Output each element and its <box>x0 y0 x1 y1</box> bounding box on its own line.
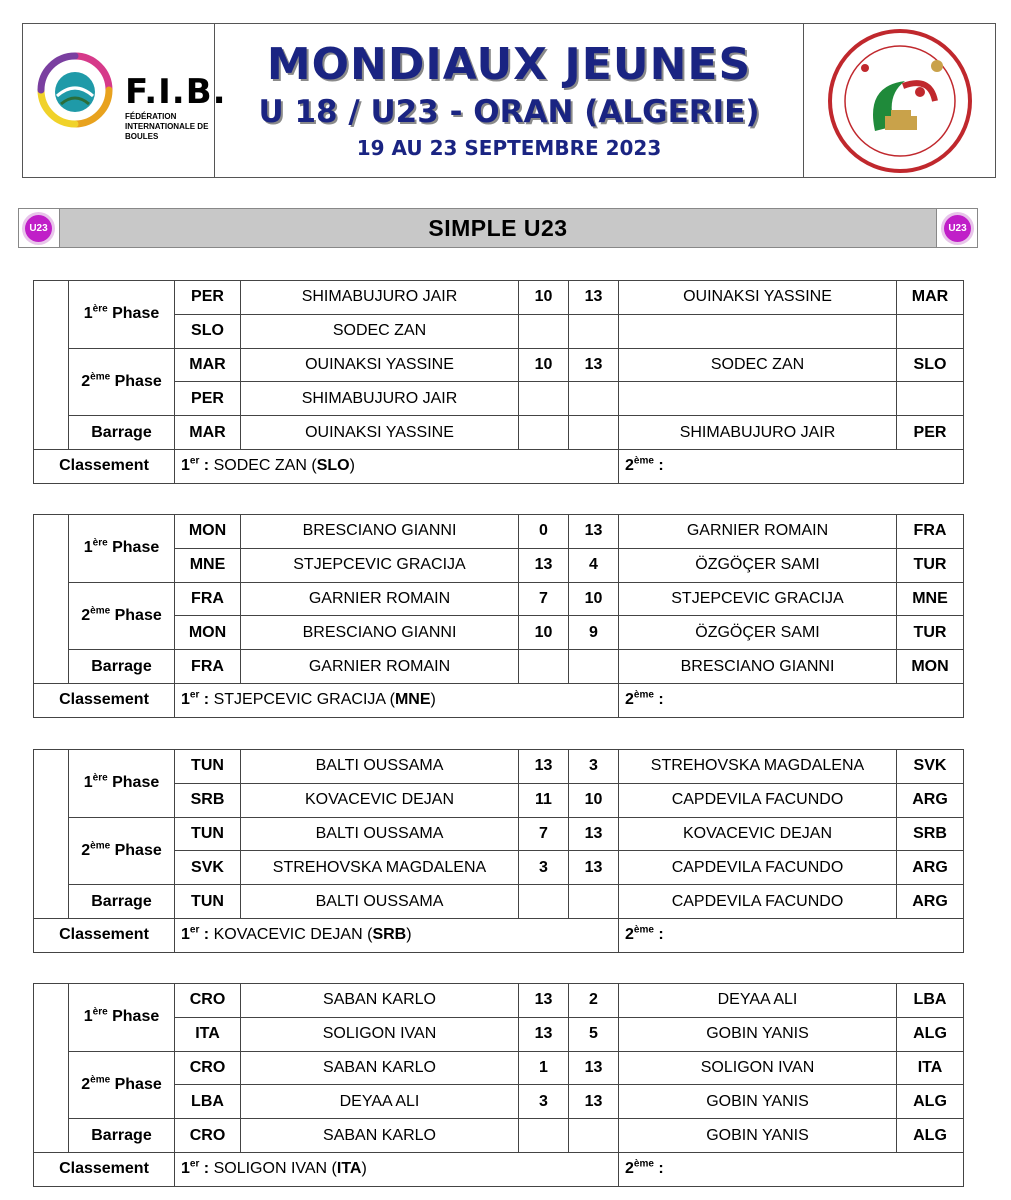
score-right: 13 <box>569 348 619 382</box>
country-code-right: ALG <box>897 1017 964 1051</box>
main-title: MONDIAUX JEUNES <box>266 38 752 90</box>
first-ordinal: er <box>189 456 200 468</box>
match-row <box>34 416 964 450</box>
barrage-label <box>69 885 175 919</box>
score-right: 13 <box>569 515 619 549</box>
phase-number: 1 <box>83 774 93 792</box>
first-place-close: ) <box>361 1160 367 1178</box>
country-code-right: PER <box>897 416 964 450</box>
first-colon: : <box>199 926 210 944</box>
player-left: SABAN KARLO <box>241 1051 519 1085</box>
phase-number: 1 <box>83 539 93 557</box>
country-code-right: FRA <box>897 515 964 549</box>
country-code-left: FRA <box>175 650 241 684</box>
first-number: 1 <box>181 1160 190 1178</box>
player-right: GOBIN YANIS <box>619 1119 897 1153</box>
country-code-left: LBA <box>175 1085 241 1119</box>
country-code-left: CRO <box>175 1051 241 1085</box>
second-ordinal: ème <box>633 925 654 937</box>
u23-badge-icon: U23 <box>944 215 971 242</box>
player-right: ÖZGÖÇER SAMI <box>619 548 897 582</box>
second-colon: : <box>653 1160 664 1178</box>
score-left: 13 <box>519 1017 569 1051</box>
country-code-right: SVK <box>897 750 964 784</box>
first-place-country: MNE <box>394 691 431 709</box>
first-place-country: ITA <box>336 1160 362 1178</box>
first-number: 1 <box>181 926 190 944</box>
player-right: ÖZGÖÇER SAMI <box>619 616 897 650</box>
second-colon: : <box>653 691 664 709</box>
first-place-close: ) <box>349 457 355 475</box>
score-left: 3 <box>519 1085 569 1119</box>
score-left: 13 <box>519 548 569 582</box>
phase-number: 1 <box>83 1008 93 1026</box>
phase-number: 2 <box>81 841 91 859</box>
first-place-name: STJEPCEVIC GRACIJA ( <box>209 691 395 709</box>
score-right: 13 <box>569 851 619 885</box>
barrage-label <box>69 1119 175 1153</box>
first-colon: : <box>199 1160 210 1178</box>
country-code-left: MAR <box>175 348 241 382</box>
country-code-left: TUN <box>175 885 241 919</box>
score-left <box>519 416 569 450</box>
player-right: CAPDEVILA FACUNDO <box>619 783 897 817</box>
event-dates: 19 AU 23 SEPTEMBRE 2023 <box>356 135 662 160</box>
player-right <box>619 382 897 416</box>
phase-1-label <box>69 750 175 818</box>
phase-1-label <box>69 984 175 1052</box>
second-place <box>619 1152 964 1186</box>
country-code-right: MON <box>897 650 964 684</box>
player-right: KOVACEVIC DEJAN <box>619 817 897 851</box>
match-row <box>34 348 964 382</box>
classement-label: Classement <box>34 449 175 483</box>
player-right: SODEC ZAN <box>619 348 897 382</box>
barrage-text: Barrage <box>91 657 152 675</box>
u23-badge-icon: U23 <box>25 215 52 242</box>
phase-ordinal: ème <box>90 840 111 852</box>
event-title: SIMPLE U23 <box>59 209 937 247</box>
score-right <box>569 416 619 450</box>
score-left <box>519 314 569 348</box>
country-code-right: LBA <box>897 984 964 1018</box>
pool-table <box>33 280 963 484</box>
player-right <box>619 314 897 348</box>
player-right: BRESCIANO GIANNI <box>619 650 897 684</box>
phase-number: 2 <box>81 1075 91 1093</box>
player-left: BALTI OUSSAMA <box>241 885 519 919</box>
player-left: KOVACEVIC DEJAN <box>241 783 519 817</box>
player-right: GARNIER ROMAIN <box>619 515 897 549</box>
country-code-right: TUR <box>897 616 964 650</box>
country-code-left: ITA <box>175 1017 241 1051</box>
first-ordinal: er <box>189 1159 200 1171</box>
country-code-left: TUN <box>175 750 241 784</box>
country-code-left: MNE <box>175 548 241 582</box>
score-right <box>569 382 619 416</box>
score-left: 7 <box>519 817 569 851</box>
barrage-text: Barrage <box>91 1126 152 1144</box>
score-right <box>569 314 619 348</box>
country-code-left: PER <box>175 382 241 416</box>
player-left: SABAN KARLO <box>241 984 519 1018</box>
barrage-text: Barrage <box>91 423 152 441</box>
first-place-close: ) <box>430 691 436 709</box>
country-code-right: ITA <box>897 1051 964 1085</box>
first-place-country: SLO <box>316 457 350 475</box>
player-left: SHIMABUJURO JAIR <box>241 382 519 416</box>
match-row <box>34 750 964 784</box>
match-row <box>34 650 964 684</box>
phase-word: Phase <box>110 1075 162 1093</box>
score-left: 10 <box>519 281 569 315</box>
match-row <box>34 1119 964 1153</box>
player-left: STREHOVSKA MAGDALENA <box>241 851 519 885</box>
country-code-right <box>897 382 964 416</box>
first-place-close: ) <box>406 926 412 944</box>
fib-logo-icon <box>35 50 115 130</box>
first-ordinal: er <box>189 925 200 937</box>
country-code-left: SLO <box>175 314 241 348</box>
pool-name-cell <box>34 281 69 450</box>
score-right: 4 <box>569 548 619 582</box>
first-colon: : <box>199 457 210 475</box>
first-place <box>175 918 619 952</box>
classement-row <box>34 1152 964 1186</box>
first-place-name: KOVACEVIC DEJAN ( <box>209 926 373 944</box>
classement-label: Classement <box>34 918 175 952</box>
score-right: 13 <box>569 817 619 851</box>
classement-row <box>34 683 964 717</box>
pool-table <box>33 514 963 718</box>
phase-1-label <box>69 515 175 583</box>
country-code-left: SRB <box>175 783 241 817</box>
fib-logo-panel <box>23 24 227 177</box>
phase-word: Phase <box>107 1008 160 1026</box>
match-row <box>34 582 964 616</box>
player-left: GARNIER ROMAIN <box>241 650 519 684</box>
country-code-right: ARG <box>897 885 964 919</box>
score-right: 9 <box>569 616 619 650</box>
player-left: BRESCIANO GIANNI <box>241 616 519 650</box>
score-left: 7 <box>519 582 569 616</box>
match-row <box>34 515 964 549</box>
classement-row <box>34 449 964 483</box>
second-ordinal: ème <box>633 456 654 468</box>
player-left: OUINAKSI YASSINE <box>241 348 519 382</box>
score-right: 5 <box>569 1017 619 1051</box>
country-code-left: SVK <box>175 851 241 885</box>
player-left: DEYAA ALI <box>241 1085 519 1119</box>
phase-ordinal: ème <box>90 1074 111 1086</box>
event-bar <box>18 208 978 248</box>
match-row <box>34 885 964 919</box>
phase-ordinal: ère <box>92 537 108 549</box>
first-number: 1 <box>181 691 190 709</box>
phase-number: 1 <box>83 305 93 323</box>
score-left: 11 <box>519 783 569 817</box>
player-right: SOLIGON IVAN <box>619 1051 897 1085</box>
barrage-text: Barrage <box>91 892 152 910</box>
country-code-right: MNE <box>897 582 964 616</box>
player-right: CAPDEVILA FACUNDO <box>619 885 897 919</box>
player-left: BALTI OUSSAMA <box>241 817 519 851</box>
country-code-left: TUN <box>175 817 241 851</box>
fab-logo-panel <box>803 24 995 177</box>
second-number: 2 <box>625 926 634 944</box>
country-code-left: MON <box>175 515 241 549</box>
phase-number: 2 <box>81 606 91 624</box>
player-right: DEYAA ALI <box>619 984 897 1018</box>
phase-word: Phase <box>110 841 162 859</box>
barrage-label <box>69 416 175 450</box>
country-code-left: MAR <box>175 416 241 450</box>
score-right: 13 <box>569 1051 619 1085</box>
match-row <box>34 817 964 851</box>
country-code-right: TUR <box>897 548 964 582</box>
classement-label: Classement <box>34 683 175 717</box>
second-number: 2 <box>625 691 634 709</box>
country-code-right: ARG <box>897 851 964 885</box>
document-header <box>22 23 996 178</box>
phase-2-label <box>69 817 175 885</box>
country-code-right: ALG <box>897 1119 964 1153</box>
second-colon: : <box>653 926 664 944</box>
player-right: SHIMABUJURO JAIR <box>619 416 897 450</box>
player-right: OUINAKSI YASSINE <box>619 281 897 315</box>
country-code-right: ARG <box>897 783 964 817</box>
phase-2-label <box>69 348 175 416</box>
country-code-left: MON <box>175 616 241 650</box>
player-left: GARNIER ROMAIN <box>241 582 519 616</box>
player-left: BALTI OUSSAMA <box>241 750 519 784</box>
country-code-right: SLO <box>897 348 964 382</box>
player-right: GOBIN YANIS <box>619 1085 897 1119</box>
score-left: 10 <box>519 616 569 650</box>
second-ordinal: ème <box>633 1159 654 1171</box>
classement-label: Classement <box>34 1152 175 1186</box>
player-left: SHIMABUJURO JAIR <box>241 281 519 315</box>
player-left: SOLIGON IVAN <box>241 1017 519 1051</box>
barrage-label <box>69 650 175 684</box>
phase-1-label <box>69 281 175 349</box>
match-row <box>34 1051 964 1085</box>
federation-seal-icon <box>825 26 975 176</box>
phase-ordinal: ère <box>92 772 108 784</box>
score-left: 13 <box>519 750 569 784</box>
first-ordinal: er <box>189 690 200 702</box>
phase-2-label <box>69 1051 175 1119</box>
pool-name-cell <box>34 515 69 684</box>
second-colon: : <box>653 457 664 475</box>
player-right: GOBIN YANIS <box>619 1017 897 1051</box>
phase-number: 2 <box>81 372 91 390</box>
score-left <box>519 650 569 684</box>
first-place <box>175 1152 619 1186</box>
score-right <box>569 885 619 919</box>
country-code-right: ALG <box>897 1085 964 1119</box>
score-left: 0 <box>519 515 569 549</box>
player-left: SABAN KARLO <box>241 1119 519 1153</box>
phase-ordinal: ème <box>90 371 111 383</box>
player-left: BRESCIANO GIANNI <box>241 515 519 549</box>
score-left: 1 <box>519 1051 569 1085</box>
player-right: STREHOVSKA MAGDALENA <box>619 750 897 784</box>
fib-abbreviation: F.I.B. <box>125 72 227 112</box>
score-right: 10 <box>569 582 619 616</box>
country-code-right <box>897 314 964 348</box>
player-left: STJEPCEVIC GRACIJA <box>241 548 519 582</box>
score-left <box>519 885 569 919</box>
second-number: 2 <box>625 1160 634 1178</box>
phase-ordinal: ème <box>90 605 111 617</box>
phase-ordinal: ère <box>92 303 108 315</box>
score-left <box>519 382 569 416</box>
country-code-right: SRB <box>897 817 964 851</box>
score-right <box>569 650 619 684</box>
player-right: STJEPCEVIC GRACIJA <box>619 582 897 616</box>
phase-ordinal: ère <box>92 1006 108 1018</box>
score-right <box>569 1119 619 1153</box>
score-right: 13 <box>569 1085 619 1119</box>
pool-table <box>33 749 963 953</box>
pool-table <box>33 983 963 1187</box>
first-place <box>175 449 619 483</box>
match-row <box>34 984 964 1018</box>
phase-word: Phase <box>107 305 160 323</box>
country-code-left: CRO <box>175 984 241 1018</box>
score-right: 2 <box>569 984 619 1018</box>
second-number: 2 <box>625 457 634 475</box>
phase-2-label <box>69 582 175 650</box>
fib-full-name: FÉDÉRATION INTERNATIONALE DE BOULES <box>125 112 209 141</box>
country-code-left: CRO <box>175 1119 241 1153</box>
score-left: 3 <box>519 851 569 885</box>
player-left: SODEC ZAN <box>241 314 519 348</box>
pool-name-cell <box>34 984 69 1153</box>
country-code-left: PER <box>175 281 241 315</box>
first-colon: : <box>199 691 210 709</box>
score-left: 13 <box>519 984 569 1018</box>
country-code-right: MAR <box>897 281 964 315</box>
score-right: 3 <box>569 750 619 784</box>
phase-word: Phase <box>107 774 160 792</box>
first-number: 1 <box>181 457 190 475</box>
sub-title: U 18 / U23 - ORAN (ALGERIE) <box>258 93 760 130</box>
first-place-country: SRB <box>372 926 407 944</box>
pool-name-cell <box>34 750 69 919</box>
second-ordinal: ème <box>633 690 654 702</box>
header-title-block <box>215 24 803 177</box>
first-place <box>175 683 619 717</box>
player-left: OUINAKSI YASSINE <box>241 416 519 450</box>
score-right: 10 <box>569 783 619 817</box>
score-right: 13 <box>569 281 619 315</box>
country-code-left: FRA <box>175 582 241 616</box>
first-place-name: SODEC ZAN ( <box>209 457 317 475</box>
match-row <box>34 281 964 315</box>
phase-word: Phase <box>107 539 160 557</box>
first-place-name: SOLIGON IVAN ( <box>209 1160 337 1178</box>
score-left: 10 <box>519 348 569 382</box>
classement-row <box>34 918 964 952</box>
second-place <box>619 449 964 483</box>
score-left <box>519 1119 569 1153</box>
second-place <box>619 918 964 952</box>
phase-word: Phase <box>110 372 162 390</box>
player-right: CAPDEVILA FACUNDO <box>619 851 897 885</box>
phase-word: Phase <box>110 606 162 624</box>
second-place <box>619 683 964 717</box>
